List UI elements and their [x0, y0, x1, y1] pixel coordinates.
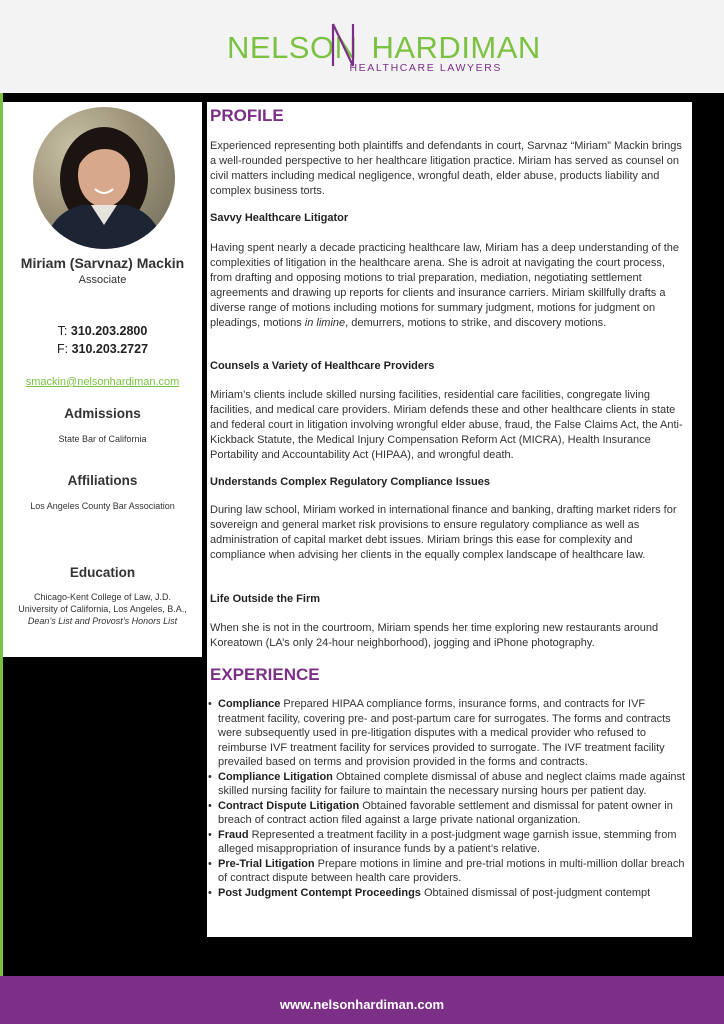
experience-heading: EXPERIENCE — [210, 665, 320, 684]
profile-heading: PROFILE — [210, 106, 284, 125]
education-line: Dean’s List and Provost’s Honors List — [27, 616, 178, 626]
list-item: • Compliance Litigation Obtained complete dismissal of abuse and neglect claims made against skilled nursing facility for failure to maintain the necessary nursing hours per patient day. — [208, 770, 686, 797]
phone-label: T: — [57, 324, 68, 338]
logo-tagline: HEALTHCARE LAWYERS — [349, 62, 502, 74]
attorney-title: Associate — [78, 274, 127, 286]
list-item: • Pre-Trial Litigation Prepare motions in limine and pre-trial motions in multi-million dollar breach of contract dispute between health care providers. — [208, 857, 685, 884]
profile-intro: Experienced representing both plaintiffs and defendants in court, Sarvnaz “Miriam” Mackin brings a well-rounded perspective to her healthcare litigation practice. Miriam has served as counsel on civil matters including medical negligence, wrongful death, elder abuse, products liability and complex business torts. — [210, 140, 682, 197]
profile-photo — [33, 107, 175, 249]
phone-line — [3, 324, 202, 338]
education-line: University of California, Los Angeles, B.A., — [18, 604, 187, 614]
firm-logo — [227, 22, 541, 74]
section-heading: Understands Complex Regulatory Compliance Issues — [210, 476, 490, 488]
section-heading: Counsels a Variety of Healthcare Providers — [210, 360, 435, 372]
affiliations-heading: Affiliations — [67, 473, 138, 488]
admissions-heading: Admissions — [64, 406, 141, 421]
attorney-name: Miriam (Sarvnaz) Mackin — [20, 255, 185, 271]
education-line: Chicago-Kent College of Law, J.D. — [33, 592, 172, 602]
email-link[interactable]: smackin@nelsonhardiman.com — [25, 376, 180, 388]
fax-number: 310.203.2727 — [71, 342, 149, 356]
website-link[interactable]: www.nelsonhardiman.com — [279, 997, 445, 1012]
section-text: Having spent nearly a decade practicing healthcare law, Miriam has a deep understanding of the complexities of litigation in the healthcare arena. She is adroit at navigating the court process, from drafting and opposing motions to trial preparation, mediation, negotiating settlement agreements and drawing up reports for clients and insurance carriers. Miriam skillfully drafts a diverse range of motions including motions for summary judgment, motions for judgment on pleadings, motions in limine, demurrers, motions to strike, and discovery motions. — [210, 242, 680, 329]
section-text: Miriam’s clients include skilled nursing facilities, residential care facilities, congregate living facilities, and medical care providers. Miriam defends these and other healthcare clients in state and federal court in litigation involving wrongful elder abuse, fraud, the False Claims Act, the Anti-Kickback Statute, the Medical Injury Compensation Reform Act (MICRA), Health Insurance Portability and Accountability Act (HIPAA), and wrongful death. — [210, 389, 683, 461]
list-item: • Post Judgment Contempt Proceedings Obtained dismissal of post-judgment contempt — [208, 886, 651, 899]
section-heading: Life Outside the Firm — [210, 593, 321, 605]
phone-number[interactable]: 310.203.2800 — [70, 324, 148, 338]
page-header — [0, 0, 724, 93]
fax-label: F: — [56, 342, 69, 356]
list-item: • Contract Dispute Litigation Obtained favorable settlement and dismissal for patent owner in breach of contract action filed against a large private national organization. — [208, 799, 673, 826]
admissions-text: State Bar of California — [58, 434, 147, 444]
affiliations-text: Los Angeles County Bar Association — [30, 501, 175, 511]
page-footer — [0, 976, 724, 1024]
list-item: • Fraud Represented a treatment facility in a post-judgment wage garnish issue, stemming from alleged misappropriation of insurance funds by a patient’s relative. — [208, 828, 677, 855]
list-item: • Compliance Prepared HIPAA compliance forms, insurance forms, and contracts for IVF treatment facility, covering pre- and post-partum care for surrogates. The forms and contracts were subsequently used in pre-litigation disputes with a medical provider who refused to reimburse IVF treatment facility for services provided to surrogate. The IVF treatment facility prevailed based on terms and provision provided in the forms and contracts. — [208, 698, 671, 768]
section-text: During law school, Miriam worked in international finance and banking, drafting market riders for sovereign and general market risk provisions to ensure regulatory compliance as well as administration of capital market debt issues. Miriam brings this ease for complexity and compliance when advising her clients in the equally complex landscape of healthcare law. — [210, 504, 677, 561]
experience-list — [207, 697, 687, 900]
logo-wordmark: NELSON HARDIMAN — [227, 30, 541, 65]
fax-line — [3, 342, 202, 356]
section-heading: Savvy Healthcare Litigator — [210, 212, 349, 224]
sidebar — [3, 102, 202, 657]
main-content — [207, 102, 692, 937]
education-heading: Education — [69, 565, 136, 580]
section-text: When she is not in the courtroom, Miriam spends her time exploring new restaurants around Koreatown (LA’s only 24-hour neighborhood), jogging and iPhone photography. — [210, 622, 659, 649]
